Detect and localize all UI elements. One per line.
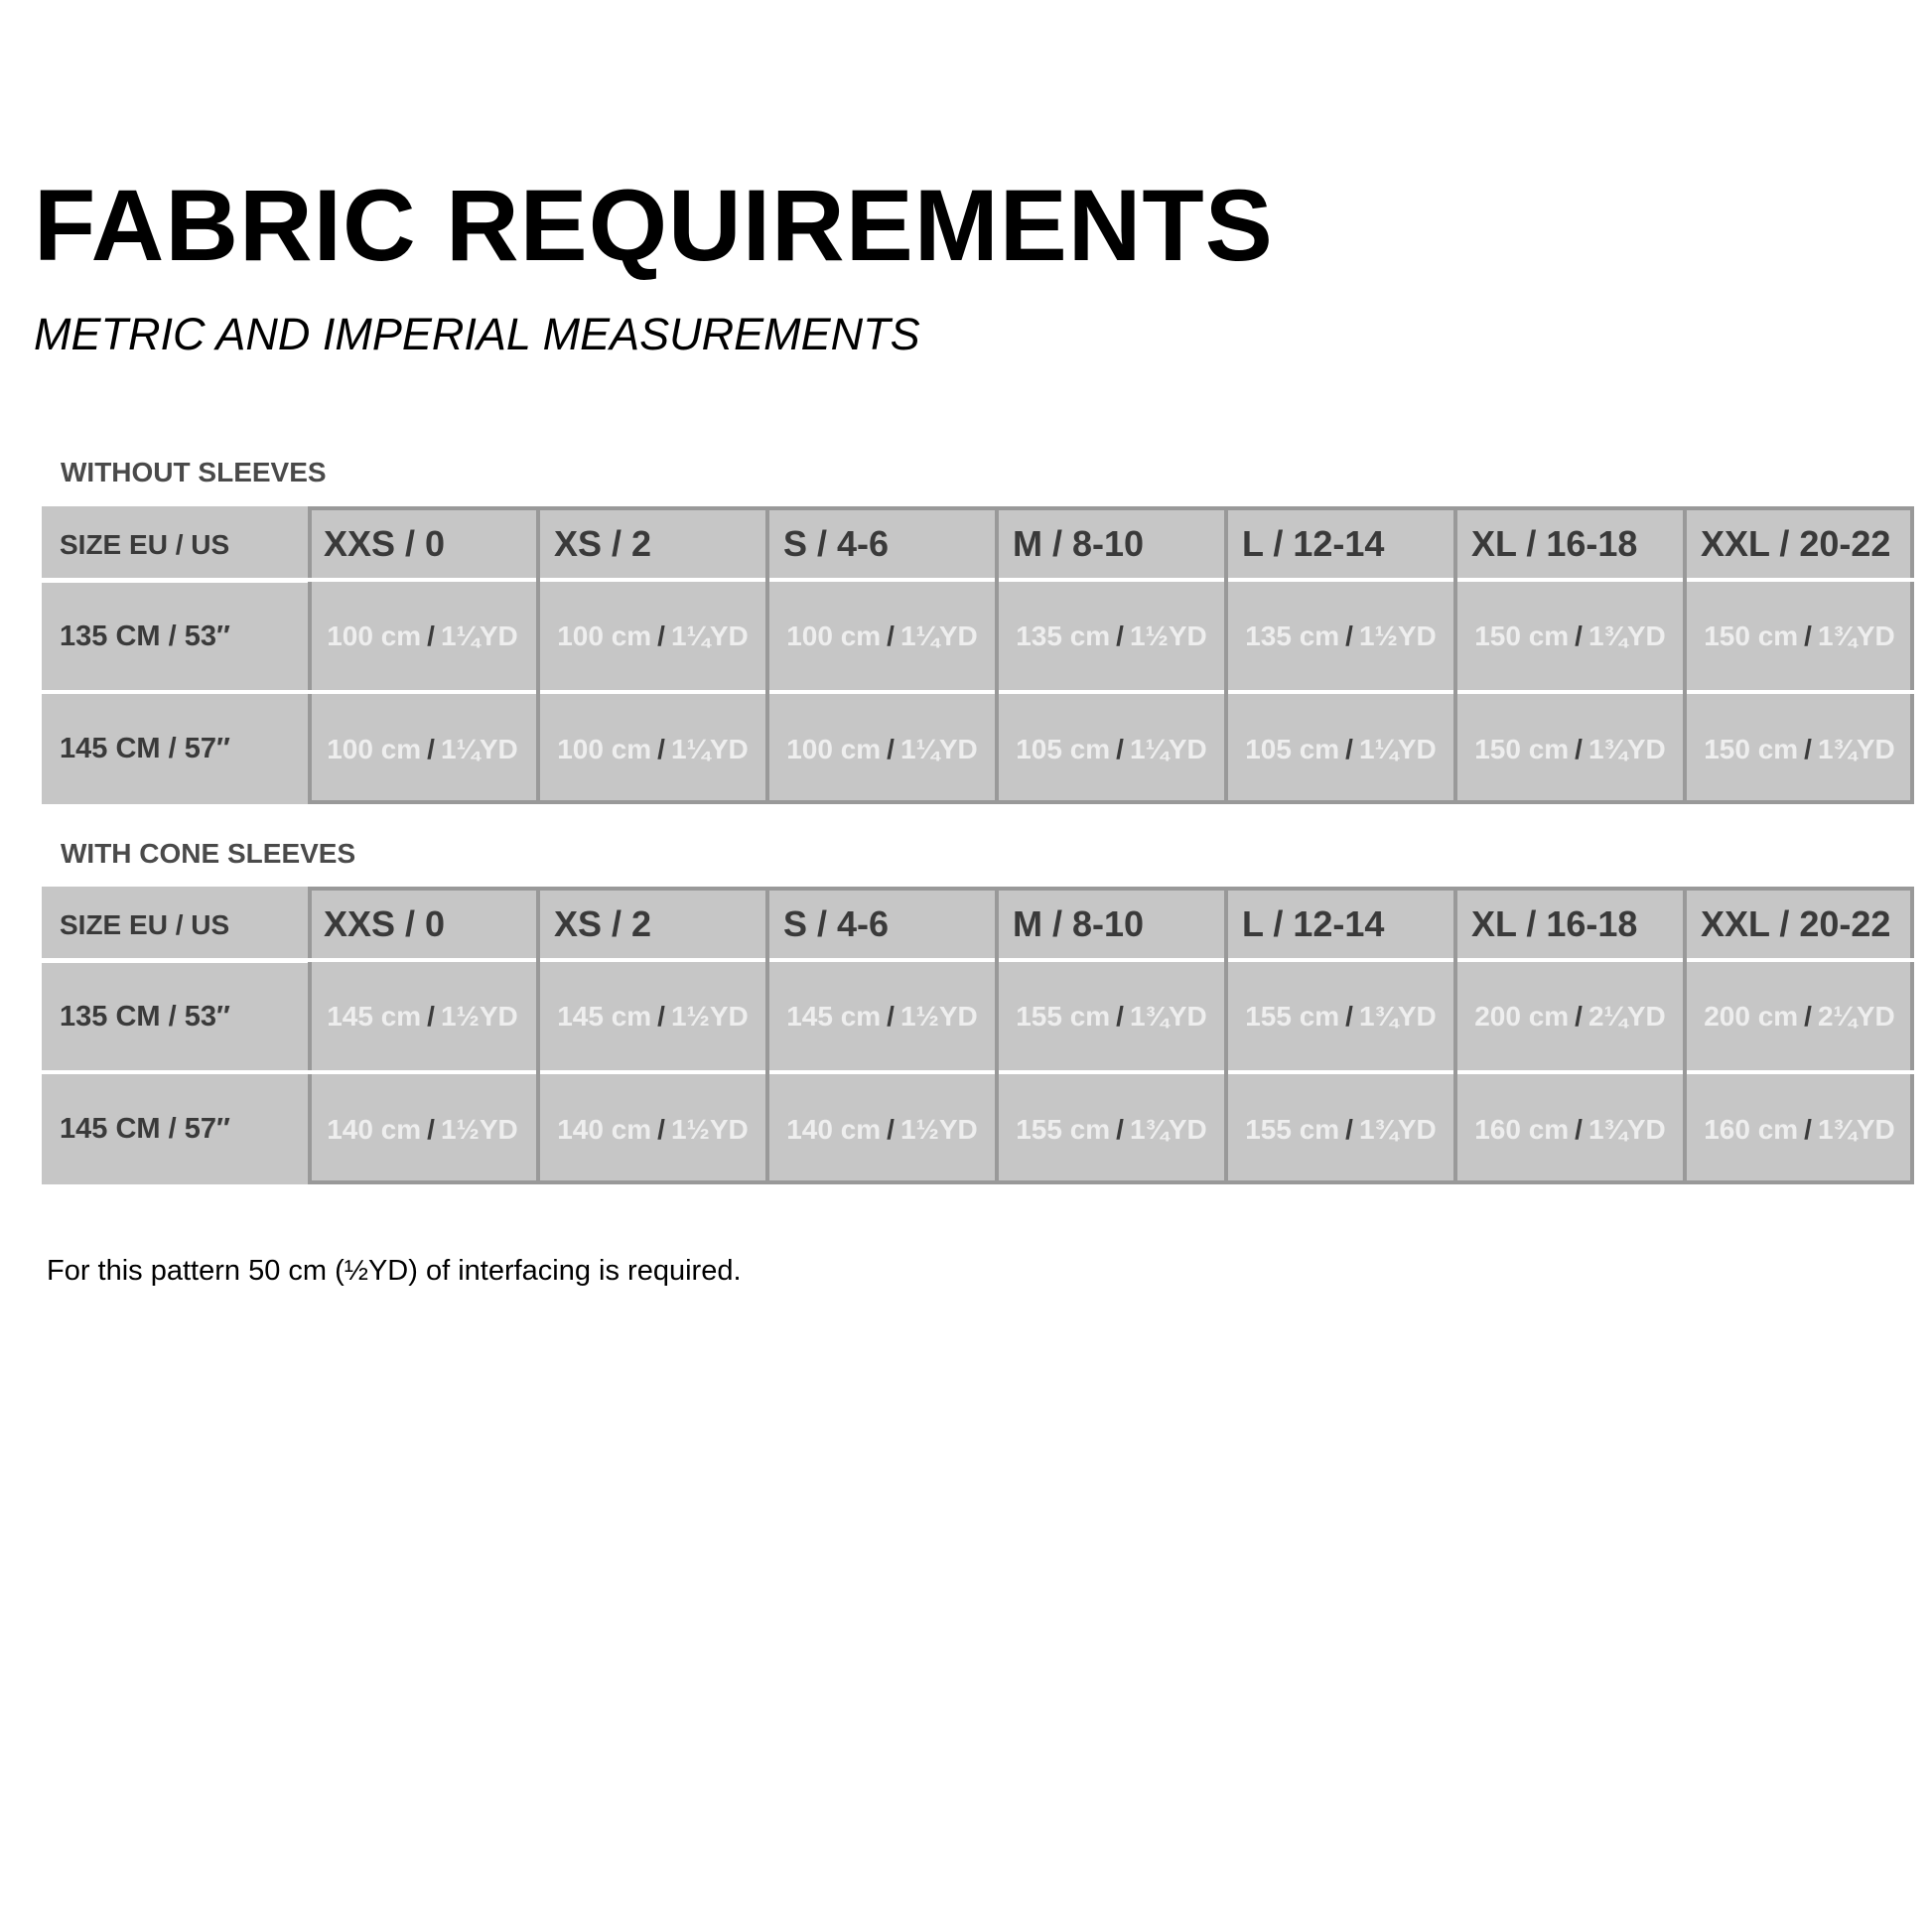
size-header: M / 8-10 (1013, 523, 1145, 564)
metric-amount: 135 cm (1016, 621, 1111, 651)
imperial-amount: 1¾YD (1817, 621, 1895, 651)
imperial-amount: 1¾YD (1587, 733, 1666, 764)
imperial-amount: 1¾YD (1129, 1001, 1207, 1032)
metric-amount: 200 cm (1704, 1001, 1799, 1032)
metric-amount: 100 cm (786, 621, 882, 651)
fabric-amount-cell (1455, 583, 1685, 690)
unit-separator: / (427, 1001, 435, 1032)
fabric-amount-cell (1226, 963, 1455, 1070)
imperial-amount: 1¾YD (1358, 1001, 1437, 1032)
size-header: L / 12-14 (1242, 523, 1385, 564)
page-subtitle: METRIC AND IMPERIAL MEASUREMENTS (34, 309, 920, 359)
size-header: XXS / 0 (324, 523, 446, 564)
fabric-amount-cell (997, 694, 1226, 804)
unit-separator: / (427, 621, 435, 651)
metric-amount: 140 cm (327, 1113, 422, 1145)
imperial-amount: 1½YD (440, 1113, 518, 1145)
metric-amount: 160 cm (1474, 1113, 1570, 1145)
unit-separator: / (887, 621, 895, 651)
size-header: XXS / 0 (324, 903, 446, 944)
fabric-amount-cell (1455, 963, 1685, 1070)
metric-amount: 140 cm (786, 1113, 882, 1145)
imperial-amount: 1¼YD (670, 621, 749, 651)
metric-amount: 145 cm (786, 1001, 882, 1032)
unit-separator: / (1575, 621, 1583, 651)
fabric-amount-cell (767, 1074, 997, 1184)
imperial-amount: 1½YD (670, 1113, 749, 1145)
metric-amount: 100 cm (786, 733, 882, 764)
section-label: WITHOUT SLEEVES (61, 457, 327, 487)
imperial-amount: 2¼YD (1587, 1001, 1666, 1032)
fabric-amount-cell (1226, 694, 1455, 804)
fabric-amount-cell (1455, 694, 1685, 804)
fabric-amount-cell (538, 963, 767, 1070)
fabric-amount-cell (1685, 694, 1914, 804)
unit-separator: / (1116, 733, 1124, 764)
imperial-amount: 1¼YD (1129, 733, 1207, 764)
unit-separator: / (1804, 1113, 1812, 1145)
metric-amount: 105 cm (1016, 733, 1111, 764)
imperial-amount: 1¼YD (1358, 733, 1437, 764)
size-header: XL / 16-18 (1471, 523, 1638, 564)
unit-separator: / (1116, 621, 1124, 651)
imperial-amount: 1½YD (1129, 621, 1207, 651)
fabric-amount-cell (997, 1074, 1226, 1184)
imperial-amount: 1½YD (440, 1001, 518, 1032)
size-header-label: SIZE EU / US (42, 887, 308, 958)
fabric-amount-cell (997, 963, 1226, 1070)
size-header: L / 12-14 (1242, 903, 1385, 944)
unit-separator: / (1575, 733, 1583, 764)
size-header: XXL / 20-22 (1701, 903, 1891, 944)
fabric-amount-cell (1685, 583, 1914, 690)
page-title: FABRIC REQUIREMENTS (34, 169, 1274, 282)
interfacing-note: For this pattern 50 cm (½YD) of interfacing is required. (47, 1255, 742, 1287)
section-label: WITH CONE SLEEVES (61, 838, 356, 869)
fabric-width-label: 135 CM / 53″ (42, 963, 308, 1070)
metric-amount: 100 cm (557, 733, 652, 764)
unit-separator: / (887, 1113, 895, 1145)
unit-separator: / (1116, 1001, 1124, 1032)
unit-separator: / (1804, 733, 1812, 764)
size-header: XL / 16-18 (1471, 903, 1638, 944)
imperial-amount: 1¼YD (899, 733, 978, 764)
size-header: S / 4-6 (783, 523, 890, 564)
metric-amount: 155 cm (1245, 1113, 1340, 1145)
fabric-amount-cell (1685, 1074, 1914, 1184)
imperial-amount: 1¾YD (1129, 1113, 1207, 1145)
fabric-amount-cell (767, 694, 997, 804)
fabric-amount-cell (308, 583, 537, 690)
imperial-amount: 1¼YD (440, 733, 518, 764)
metric-amount: 100 cm (557, 621, 652, 651)
fabric-table (42, 887, 1914, 1184)
fabric-amount-cell (1226, 1074, 1455, 1184)
fabric-amount-cell (538, 694, 767, 804)
fabric-amount-cell (1685, 963, 1914, 1070)
fabric-width-label: 145 CM / 57″ (42, 1074, 308, 1184)
imperial-amount: 1¼YD (440, 621, 518, 651)
metric-amount: 150 cm (1474, 621, 1570, 651)
metric-amount: 100 cm (327, 621, 422, 651)
fabric-amount-cell (538, 583, 767, 690)
metric-amount: 145 cm (557, 1001, 652, 1032)
imperial-amount: 1¼YD (899, 621, 978, 651)
imperial-amount: 1¾YD (1587, 1113, 1666, 1145)
imperial-amount: 1¾YD (1358, 1113, 1437, 1145)
unit-separator: / (1345, 733, 1353, 764)
metric-amount: 150 cm (1704, 621, 1799, 651)
metric-amount: 140 cm (557, 1113, 652, 1145)
metric-amount: 150 cm (1704, 733, 1799, 764)
size-header: XS / 2 (554, 523, 652, 564)
size-header: XS / 2 (554, 903, 652, 944)
fabric-amount-cell (997, 583, 1226, 690)
size-header: XXL / 20-22 (1701, 523, 1891, 564)
unit-separator: / (1345, 1113, 1353, 1145)
unit-separator: / (1575, 1113, 1583, 1145)
unit-separator: / (1804, 621, 1812, 651)
metric-amount: 155 cm (1245, 1001, 1340, 1032)
fabric-width-label: 145 CM / 57″ (42, 694, 308, 804)
unit-separator: / (1116, 1113, 1124, 1145)
unit-separator: / (427, 733, 435, 764)
fabric-amount-cell (1455, 1074, 1685, 1184)
unit-separator: / (657, 1113, 665, 1145)
imperial-amount: 1½YD (899, 1001, 978, 1032)
size-header-label: SIZE EU / US (42, 506, 308, 578)
fabric-width-label: 135 CM / 53″ (42, 583, 308, 690)
unit-separator: / (887, 1001, 895, 1032)
fabric-amount-cell (308, 963, 537, 1070)
fabric-amount-cell (1226, 583, 1455, 690)
unit-separator: / (657, 1001, 665, 1032)
imperial-amount: 2¼YD (1817, 1001, 1895, 1032)
metric-amount: 150 cm (1474, 733, 1570, 764)
unit-separator: / (427, 1113, 435, 1145)
fabric-amount-cell (308, 694, 537, 804)
imperial-amount: 1¾YD (1817, 733, 1895, 764)
fabric-amount-cell (767, 583, 997, 690)
imperial-amount: 1¾YD (1817, 1113, 1895, 1145)
unit-separator: / (887, 733, 895, 764)
metric-amount: 145 cm (327, 1001, 422, 1032)
metric-amount: 135 cm (1245, 621, 1340, 651)
imperial-amount: 1½YD (899, 1113, 978, 1145)
fabric-amount-cell (767, 963, 997, 1070)
imperial-amount: 1½YD (1358, 621, 1437, 651)
imperial-amount: 1¾YD (1587, 621, 1666, 651)
fabric-amount-cell (538, 1074, 767, 1184)
unit-separator: / (657, 621, 665, 651)
metric-amount: 155 cm (1016, 1001, 1111, 1032)
fabric-table (42, 506, 1914, 804)
size-header: M / 8-10 (1013, 903, 1145, 944)
fabric-amount-cell (308, 1074, 537, 1184)
unit-separator: / (1575, 1001, 1583, 1032)
metric-amount: 105 cm (1245, 733, 1340, 764)
unit-separator: / (1345, 621, 1353, 651)
size-header: S / 4-6 (783, 903, 890, 944)
metric-amount: 200 cm (1474, 1001, 1570, 1032)
metric-amount: 155 cm (1016, 1113, 1111, 1145)
metric-amount: 100 cm (327, 733, 422, 764)
unit-separator: / (1804, 1001, 1812, 1032)
unit-separator: / (657, 733, 665, 764)
metric-amount: 160 cm (1704, 1113, 1799, 1145)
unit-separator: / (1345, 1001, 1353, 1032)
imperial-amount: 1½YD (670, 1001, 749, 1032)
imperial-amount: 1¼YD (670, 733, 749, 764)
